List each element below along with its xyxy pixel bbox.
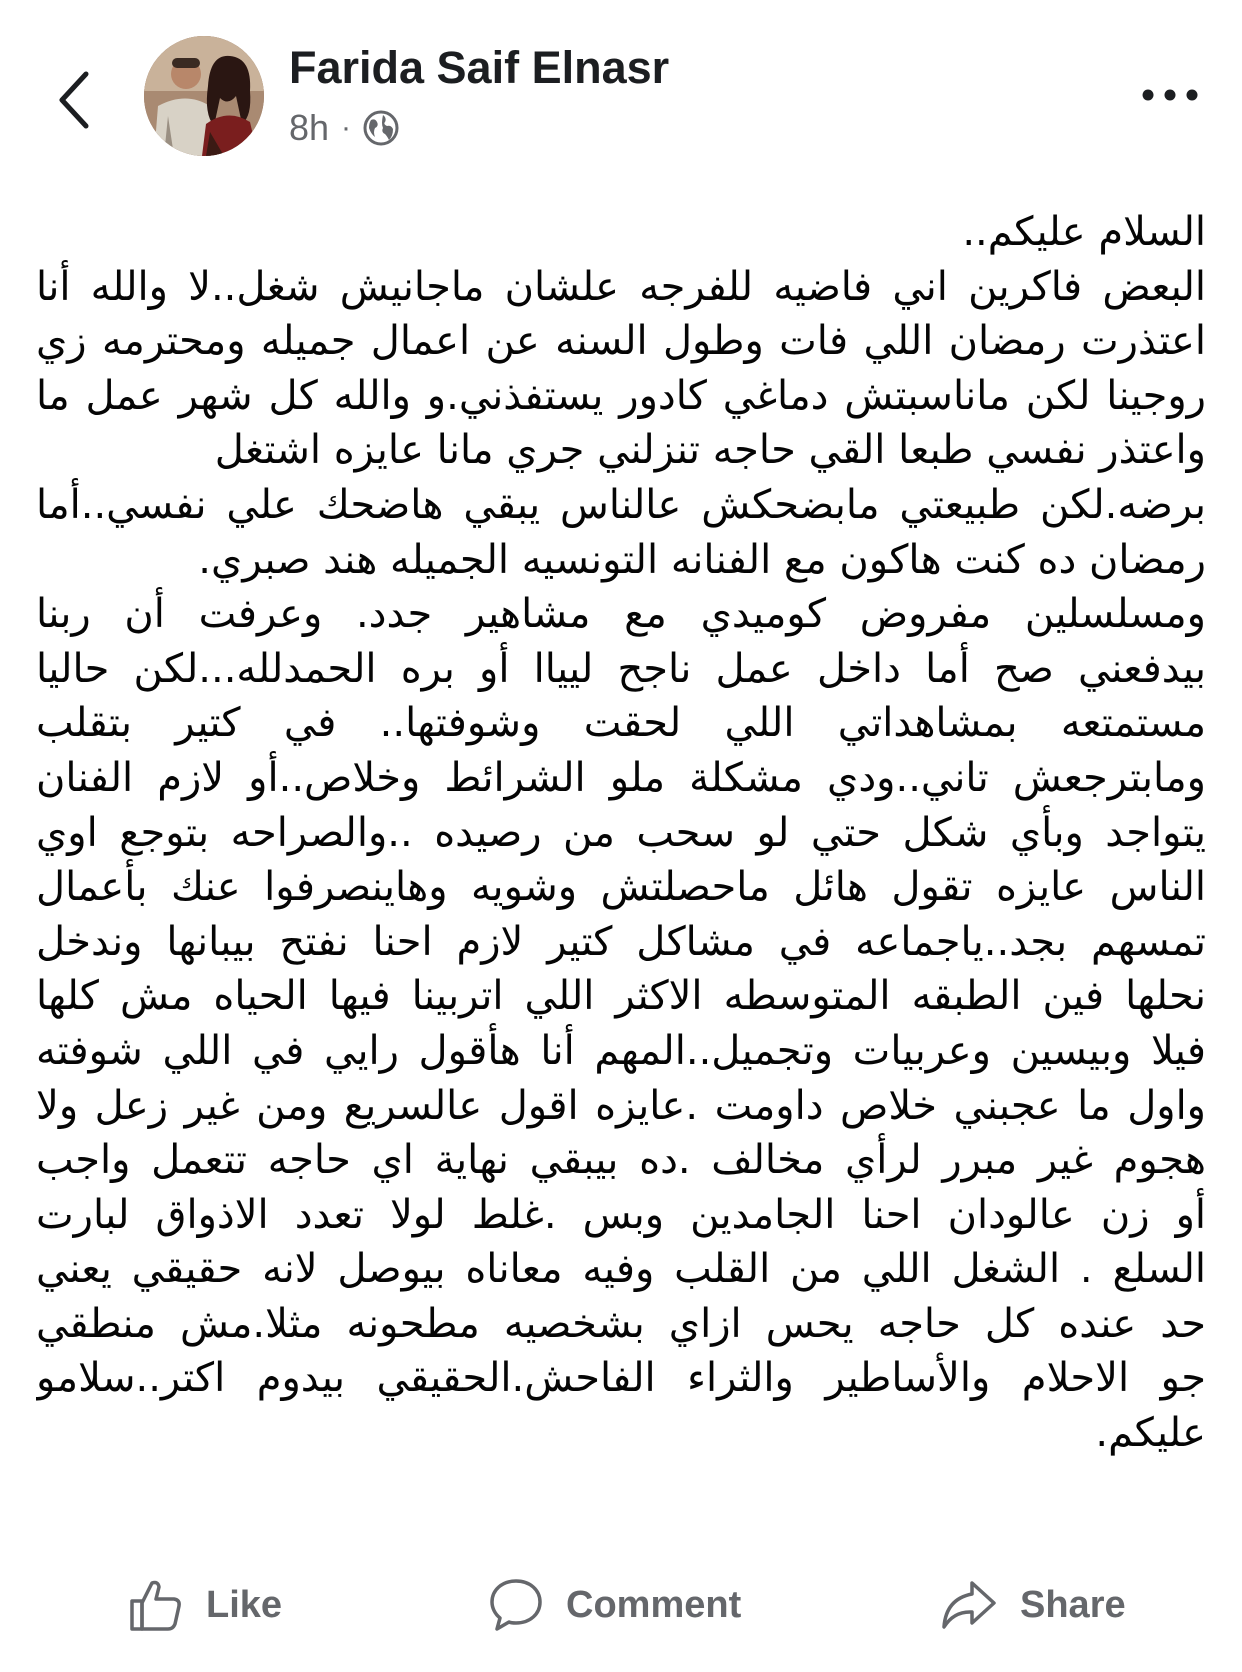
thumbs-up-icon	[128, 1577, 184, 1633]
post-text-line: واعتذر نفسي طبعا القي حاجه تنزلني جري مانا عايزه اشتغل	[214, 427, 1206, 474]
post-timestamp[interactable]: 8h	[289, 107, 330, 148]
globe-icon[interactable]	[363, 110, 399, 146]
chevron-left-icon	[56, 70, 92, 130]
post-text-line: اعتذرت رمضان اللي فات وطول السنه عن اعمال جميله ومحترمه زي	[36, 318, 1206, 365]
post-text-line: الناس عايزه تقول هائل ماحصلتش وشويه وهاينصرفوا عنك بأعمال	[36, 864, 1206, 911]
post-actions-bar	[0, 1560, 1242, 1650]
post-text-line: البعض فاكرين اني فاضيه للفرجه علشان ماجانيش شغل..لا والله أنا	[36, 263, 1206, 310]
more-options-button[interactable]	[1130, 70, 1210, 120]
post-text-line: ومابترجعش تاني..ودي مشكلة ملو الشرائط وخلاص..أو لازم الفنان	[36, 754, 1206, 801]
post-text-line: فيلا وبيسين وعربيات وتجميل..المهم أنا هأقول رايي في اللي شوفته	[36, 1027, 1206, 1074]
post-header	[0, 0, 1242, 170]
avatar-photo	[144, 36, 264, 156]
post-text-line: مستمتعه بمشاهداتي اللي لحقت وشوفتها.. في كتير بتقلب	[36, 700, 1206, 747]
post-text-line: السلام عليكم..	[962, 209, 1206, 255]
post-text-line: رمضان ده كنت هاكون مع الفنانه التونسيه الجميله هند صبري.	[198, 536, 1206, 583]
post-text-line: يتواجد وبأي شكل حتي لو سحب من رصيده ..والصراحه بتوجع اوي	[36, 809, 1206, 856]
like-label: Like	[206, 1583, 283, 1626]
post-text-line: عليكم.	[1095, 1410, 1206, 1457]
post-text-line: برضه.لكن طبيعتي مابضحكش عالناس يبقي هاضحك علي نفسي..أما	[36, 481, 1206, 528]
author-name[interactable]: Farida Saif Elnasr	[289, 42, 670, 93]
like-button[interactable]	[128, 1560, 282, 1650]
post-text-line: جو الاحلام والأساطير والثراء الفاحش.الحقيقي بيدوم اكتر..سلامو	[36, 1355, 1206, 1402]
meta-separator: ·	[341, 111, 352, 144]
post-text-line: أو زن عالودان احنا الجامدين وبس .غلط لولا تعدد الاذواق لبارت	[36, 1191, 1206, 1238]
avatar[interactable]	[144, 36, 264, 156]
comment-button[interactable]	[488, 1560, 741, 1650]
post-text-line: واول ما عجبني خلاص داومت .عايزه اقول عالسريع ومن غير زعل ولا	[36, 1082, 1206, 1129]
share-arrow-icon	[940, 1577, 998, 1633]
speech-bubble-icon	[488, 1577, 544, 1633]
post-text-line: بيدفعني صح أما داخل عمل ناجح ليياا أو بره الحمدلله...لكن حاليا	[36, 645, 1206, 692]
share-label: Share	[1020, 1583, 1126, 1626]
comment-label: Comment	[566, 1583, 742, 1626]
post-text-line: روجينا لكن ماناسبتش دماغي كادور يستفذني.و والله كل شهر عمل ما	[36, 372, 1206, 419]
post-meta	[289, 103, 399, 153]
post-text-line: نحلها فين الطبقه المتوسطه الاكثر اللي اتربينا فيها الحياه مش كلها	[36, 973, 1206, 1020]
share-button[interactable]	[940, 1560, 1126, 1650]
post-body	[36, 205, 1206, 1525]
post-text-line: السلع . الشغل اللي من القلب وفيه معاناه بيوصل لانه حقيقي يعني	[36, 1246, 1206, 1293]
post-text-line: ومسلسلين مفروض كوميدي مع مشاهير جدد. وعرفت أن ربنا	[36, 591, 1206, 638]
back-button[interactable]	[44, 60, 104, 140]
post-text-line: تمسهم بجد..ياجماعه في مشاكل كتير لازم احنا نفتح بيبانها وندخل	[36, 918, 1206, 965]
post-text-line: حد عنده كل حاجه يحس ازاي بشخصيه مطحونه مثلا.مش منطقي	[36, 1300, 1206, 1347]
more-horizontal-icon	[1140, 88, 1200, 102]
post-text-line: هجوم غير مبرر لرأي مخالف .ده بيبقي نهاية اي حاجه تتعمل واجب	[36, 1137, 1206, 1184]
